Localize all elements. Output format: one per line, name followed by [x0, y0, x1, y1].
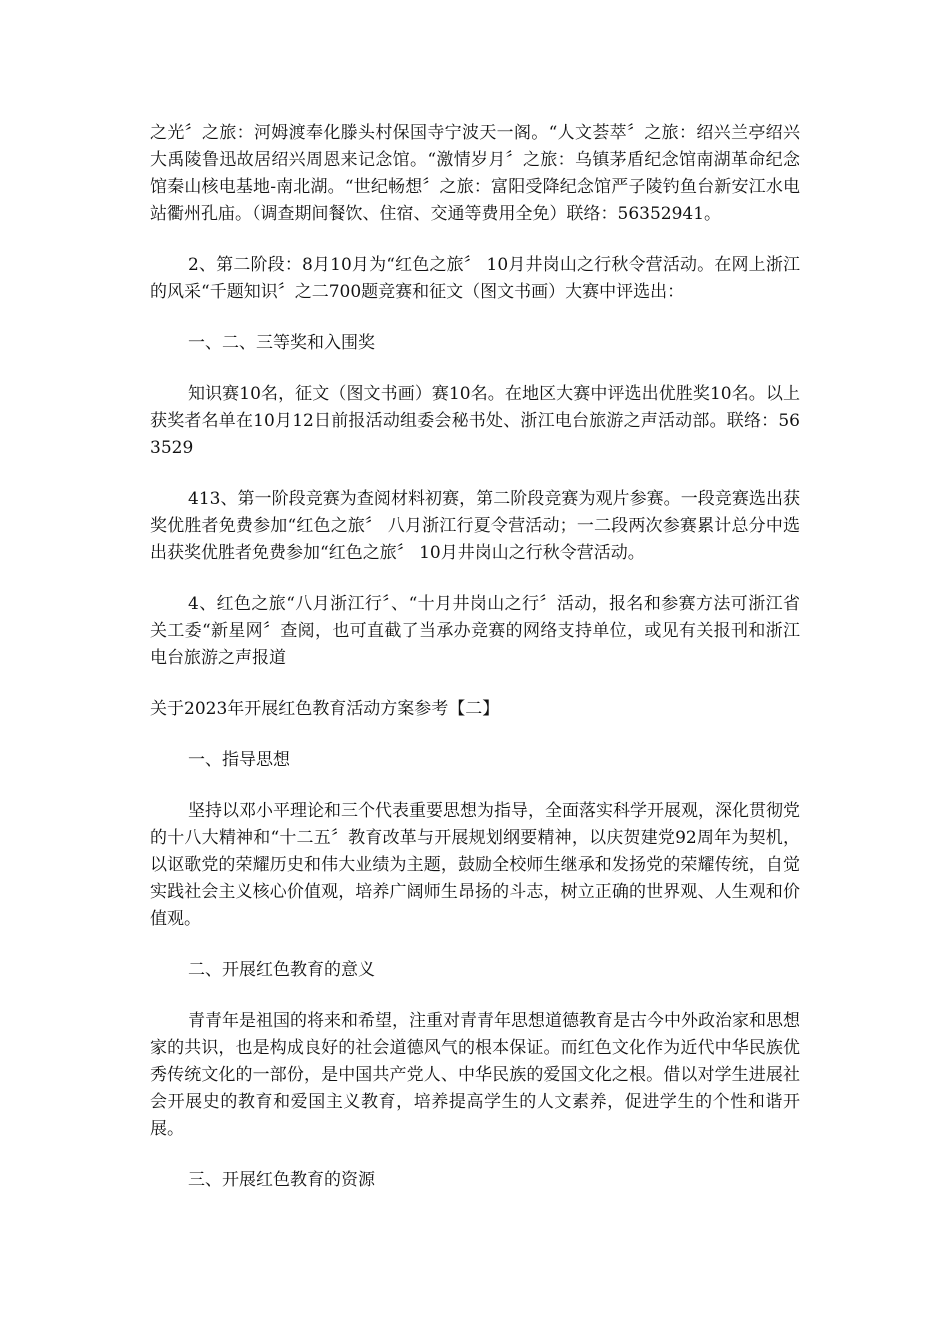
paragraph-competition-stages: 413、第一阶段竞赛为查阅材料初赛，第二阶段竞赛为观片参赛。一段竞赛选出获奖优胜者免费参加“红色之旅〞 八月浙江行夏令营活动；一二段两次参赛累计总分中选出获奖优胜者免费参加“红色之旅〞 10月井岗山之行秋令营活动。 — [150, 489, 800, 563]
document-body — [150, 120, 800, 1218]
heading-significance: 二、开展红色教育的意义 — [188, 960, 375, 980]
paragraph-continuation: 之光〞之旅：河姆渡奉化滕头村保国寺宁波天一阁。“人文荟萃〞之旅：绍兴兰亭绍兴大禹陵鲁迅故居绍兴周恩来记念馆。“激情岁月〞之旅：乌镇茅盾纪念馆南湖革命纪念馆秦山核电基地-南北湖。“世纪畅想〞之旅：富阳受降纪念馆严子陵钓鱼台新安江水电站衢州孔庙。（调查期间餐饮、住宿、交通等费用全免）联络：56352941。 — [150, 123, 800, 224]
paragraph-guiding-ideology: 坚持以邓小平理论和三个代表重要思想为指导，全面落实科学开展观，深化贯彻党的十八大精神和“十二五〞教育改革与开展规划纲要精神，以庆贺建党92周年为契机，以讴歌党的荣耀历史和伟大业绩为主题，鼓励全校师生继承和发扬党的荣耀传统，自觉实践社会主义核心价值观，培养广阔师生昂扬的斗志，树立正确的世界观、人生观和价值观。 — [150, 801, 800, 929]
paragraph-award-details: 知识赛10名，征文（图文书画）赛10名。在地区大赛中评选出优胜奖10名。以上获奖者名单在10月12日前报活动组委会秘书处、浙江电台旅游之声活动部。联络：563529 — [150, 384, 800, 458]
heading-awards: 一、二、三等奖和入围奖 — [188, 333, 375, 353]
heading-resources: 三、开展红色教育的资源 — [188, 1170, 375, 1190]
heading-guiding-ideology: 一、指导思想 — [188, 750, 290, 770]
section-title: 关于2023年开展红色教育活动方案参考【二】 — [150, 699, 500, 719]
paragraph-significance: 青青年是祖国的将来和希望，注重对青青年思想道德教育是古今中外政治家和思想家的共识，也是构成良好的社会道德风气的根本保证。而红色文化作为近代中华民族优秀传统文化的一部份，是中国共产党人、中华民族的爱国文化之根。借以对学生进展社会开展史的教育和爱国主义教育，培养提高学生的人文素养，促进学生的个性和谐开展。 — [150, 1011, 800, 1139]
paragraph-stage-two: 2、第二阶段：8月10月为“红色之旅〞 10月井岗山之行秋令营活动。在网上浙江的风采“千题知识〞之二700题竞赛和征文（图文书画）大赛中评选出： — [150, 255, 800, 302]
paragraph-registration: 4、红色之旅“八月浙江行〞、“十月井岗山之行〞活动，报名和参赛方法可浙江省关工委“新星网〞查阅，也可直截了当承办竞赛的网络支持单位，或见有关报刊和浙江电台旅游之声报道 — [150, 594, 800, 668]
